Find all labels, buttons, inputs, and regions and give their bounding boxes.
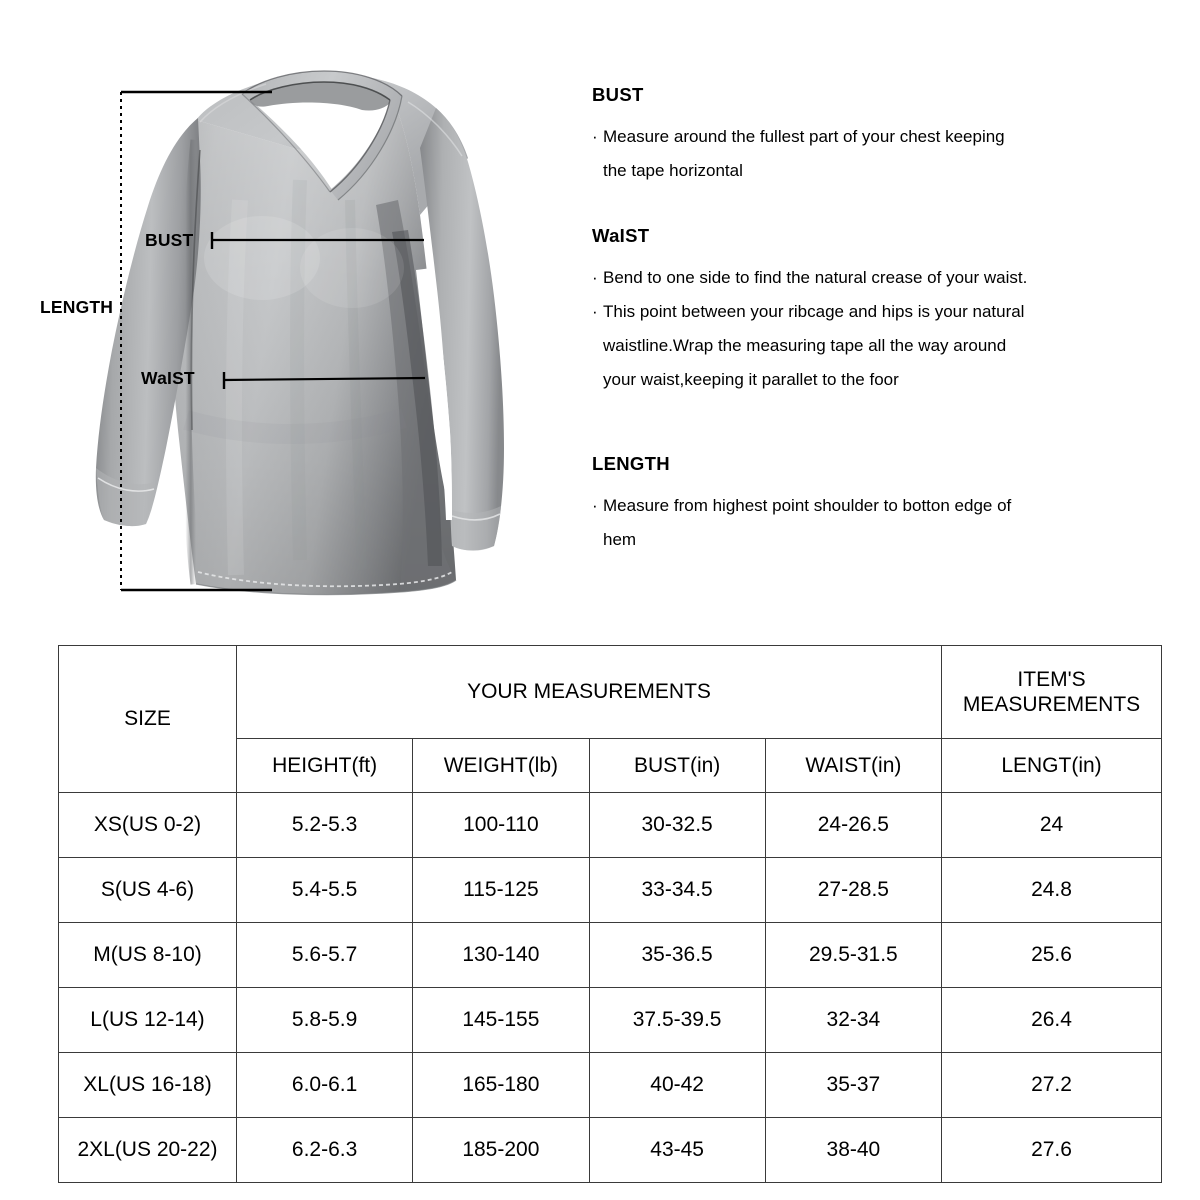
instruction-text: Bend to one side to find the natural crease of your waist. — [603, 268, 1028, 287]
table-row — [59, 988, 1162, 1053]
cell-length: 27.2 — [942, 1053, 1162, 1118]
bust-dimension-label: BUST — [145, 230, 194, 250]
instruction-text: the tape horizontal — [603, 161, 743, 180]
cell-waist: 29.5-31.5 — [765, 923, 941, 988]
cell-height: 5.4-5.5 — [237, 858, 413, 923]
table-row — [59, 793, 1162, 858]
cell-size: XS(US 0-2) — [59, 793, 237, 858]
cell-size: XL(US 16-18) — [59, 1053, 237, 1118]
waist-dimension-label: WaIST — [141, 368, 195, 388]
header-weight: WEIGHT(lb) — [413, 739, 589, 793]
cell-size: L(US 12-14) — [59, 988, 237, 1053]
garment-svg — [0, 0, 580, 630]
instruction-text: Measure around the fullest part of your chest keeping — [603, 127, 1005, 146]
cell-height: 5.6-5.7 — [237, 923, 413, 988]
cell-waist: 38-40 — [765, 1118, 941, 1183]
cell-bust: 35-36.5 — [589, 923, 765, 988]
cell-weight: 145-155 — [413, 988, 589, 1053]
instruction-title-length: LENGTH — [592, 453, 670, 474]
header-your-measurements: YOUR MEASUREMENTS — [237, 646, 942, 739]
cell-weight: 165-180 — [413, 1053, 589, 1118]
instruction-line — [592, 523, 1011, 557]
cell-length: 27.6 — [942, 1118, 1162, 1183]
table-header-row-group — [59, 646, 1162, 739]
header-height: HEIGHT(ft) — [237, 739, 413, 793]
table-row — [59, 923, 1162, 988]
cell-bust: 40-42 — [589, 1053, 765, 1118]
cell-height: 6.2-6.3 — [237, 1118, 413, 1183]
cell-bust: 33-34.5 — [589, 858, 765, 923]
cell-weight: 100-110 — [413, 793, 589, 858]
length-dimension-label: LENGTH — [40, 297, 114, 317]
size-chart-table-container — [58, 645, 1162, 1183]
cell-waist: 35-37 — [765, 1053, 941, 1118]
cell-waist: 32-34 — [765, 988, 941, 1053]
table-row — [59, 1053, 1162, 1118]
instruction-text: waistline.Wrap the measuring tape all the way around — [603, 336, 1007, 355]
header-items-measurements — [942, 646, 1162, 739]
cell-length: 24 — [942, 793, 1162, 858]
cell-height: 5.2-5.3 — [237, 793, 413, 858]
header-items-measurements-line1: ITEM'S — [1017, 668, 1086, 691]
instruction-text: Measure from highest point shoulder to botton edge of — [603, 496, 1012, 515]
instruction-line — [592, 329, 1027, 363]
cell-length: 24.8 — [942, 858, 1162, 923]
cell-height: 6.0-6.1 — [237, 1053, 413, 1118]
cell-weight: 185-200 — [413, 1118, 589, 1183]
cell-waist: 24-26.5 — [765, 793, 941, 858]
instruction-line — [592, 154, 1005, 188]
cell-waist: 27-28.5 — [765, 858, 941, 923]
cell-length: 25.6 — [942, 923, 1162, 988]
cell-height: 5.8-5.9 — [237, 988, 413, 1053]
cell-size: S(US 4-6) — [59, 858, 237, 923]
bullet-icon: · — [592, 302, 598, 321]
cell-bust: 37.5-39.5 — [589, 988, 765, 1053]
cell-length: 26.4 — [942, 988, 1162, 1053]
bullet-icon: · — [592, 496, 598, 515]
cell-weight: 115-125 — [413, 858, 589, 923]
cell-size: M(US 8-10) — [59, 923, 237, 988]
instruction-text: This point between your ribcage and hips is your natural — [603, 302, 1025, 321]
header-items-measurements-line2: MEASUREMENTS — [962, 693, 1141, 716]
instruction-line — [592, 363, 1027, 397]
instruction-block-length — [592, 453, 1011, 557]
cell-bust: 30-32.5 — [589, 793, 765, 858]
garment-illustration — [0, 0, 580, 630]
header-bust: BUST(in) — [589, 739, 765, 793]
instruction-line — [592, 261, 1027, 295]
bullet-icon: · — [592, 268, 598, 287]
header-length: LENGT(in) — [942, 739, 1162, 793]
instruction-text: hem — [603, 530, 637, 549]
table-row — [59, 1118, 1162, 1183]
instruction-line — [592, 489, 1011, 523]
cell-bust: 43-45 — [589, 1118, 765, 1183]
instruction-title-bust: BUST — [592, 84, 644, 105]
cell-weight: 130-140 — [413, 923, 589, 988]
header-waist: WAIST(in) — [765, 739, 941, 793]
instruction-line — [592, 295, 1027, 329]
table-row — [59, 858, 1162, 923]
cell-size: 2XL(US 20-22) — [59, 1118, 237, 1183]
size-chart-table — [58, 645, 1162, 1183]
header-size: SIZE — [59, 646, 237, 793]
instruction-block-bust — [592, 84, 1005, 188]
bullet-icon: · — [592, 127, 598, 146]
instruction-text: your waist,keeping it parallet to the foor — [603, 370, 899, 389]
instruction-title-waist: WaIST — [592, 225, 650, 246]
instruction-block-waist — [592, 225, 1027, 397]
instruction-line — [592, 120, 1005, 154]
